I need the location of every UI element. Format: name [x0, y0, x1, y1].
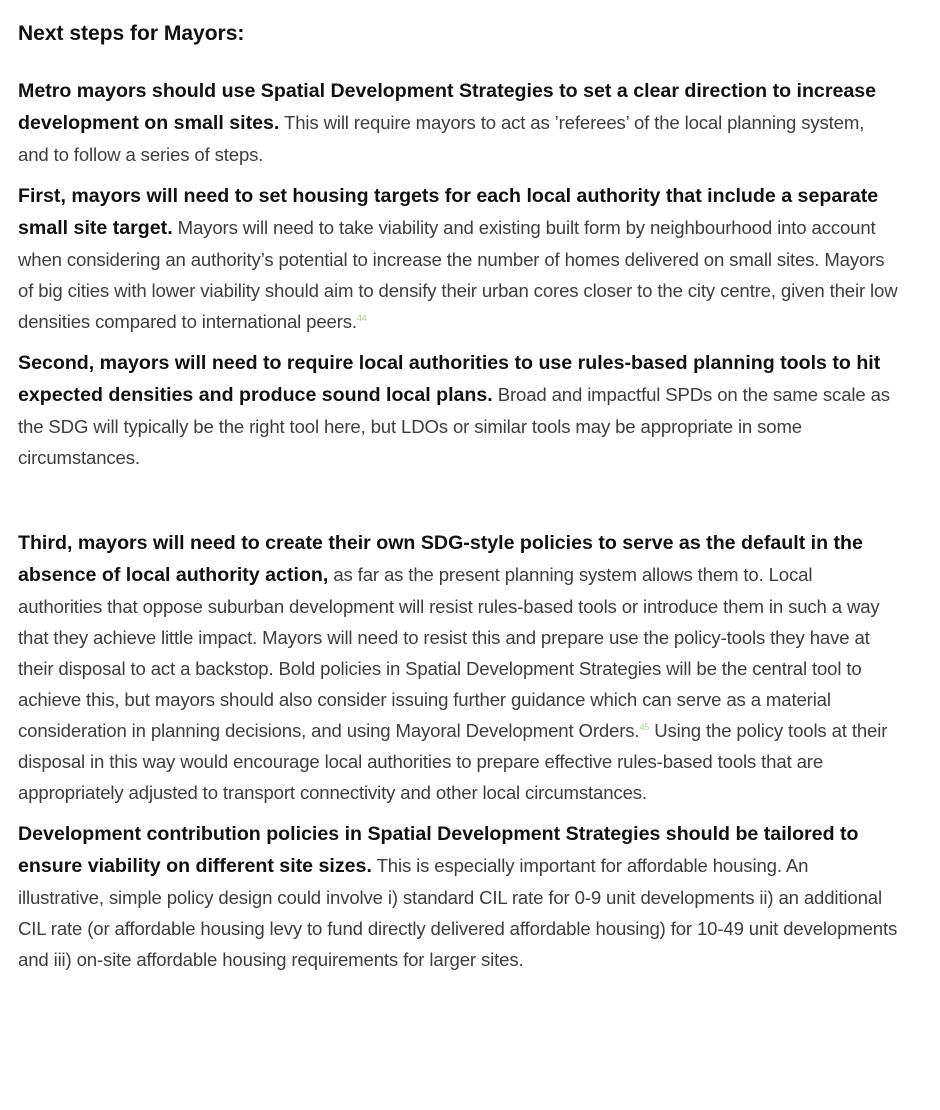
paragraph-body-continued: Using the policy tools at their disposal in this way would encourage local authorities to prepare effective rules-based tools that are appropriately adjusted to transport connectivity and other local circumstances.: [18, 720, 888, 803]
paragraph-body: as far as the present planning system allows them to. Local authorities that oppose suburban development will resist rules-based tools or introduce them in such a way that they achieve little impact. Mayors will need to resist this and prepare use the policy-tools they have at their disposal to act a backstop. Bold policies in Spatial Development Strategies will be the central tool to achieve this, but mayors should also consider issuing further guidance which can serve as a material consideration in planning decisions, and using Mayoral Development Orders.: [18, 564, 880, 741]
paragraph-step-first: [18, 180, 898, 337]
paragraph-body: Mayors will need to take viability and existing built form by neighbourhood into account when considering an authority’s potential to increase the number of homes delivered on small sites. Mayors of big cities with lower viability should aim to densify their urban cores closer to the city centre, given their low densities compared to international peers.: [18, 217, 898, 332]
section-spacer: [18, 483, 898, 527]
paragraph-lead: Metro mayors should use Spatial Development Strategies to set a clear direction to increase development on small sites.: [18, 80, 877, 134]
paragraph-intro: [18, 75, 898, 170]
paragraph-lead: Development contribution policies in Spatial Development Strategies should be tailored to ensure viability on different site sizes.: [18, 823, 859, 877]
paragraph-step-second: [18, 347, 898, 473]
paragraph-lead: Third, mayors will need to create their own SDG-style policies to serve as the default in the absence of local authority action,: [18, 532, 863, 586]
paragraph-body: Broad and impactful SPDs on the same scale as the SDG will typically be the right tool here, but LDOs or similar tools may be appropriate in some circumstances.: [18, 384, 890, 468]
paragraph-lead: First, mayors will need to set housing targets for each local authority that include a separate small site target.: [18, 185, 879, 239]
paragraph-body: This is especially important for affordable housing. An illustrative, simple policy design could involve i) standard CIL rate for 0-9 unit developments ii) an additional CIL rate (or affordable housing levy to fund directly delivered affordable housing) for 10-49 unit developments and iii) on-site affordable housing requirements for larger sites.: [18, 855, 898, 970]
paragraph-step-third: [18, 527, 898, 808]
footnote-marker[interactable]: 45: [639, 721, 650, 732]
paragraph-lead: Second, mayors will need to require local authorities to use rules-based planning tools to hit expected densities and produce sound local plans.: [18, 352, 881, 406]
footnote-marker[interactable]: 44: [356, 312, 367, 323]
section-heading: Next steps for Mayors:: [18, 22, 245, 45]
document-page: [18, 18, 898, 985]
paragraph-body: This will require mayors to act as ’referees’ of the local planning system, and to follow a series of steps.: [18, 112, 865, 165]
paragraph-development-contributions: [18, 818, 898, 975]
